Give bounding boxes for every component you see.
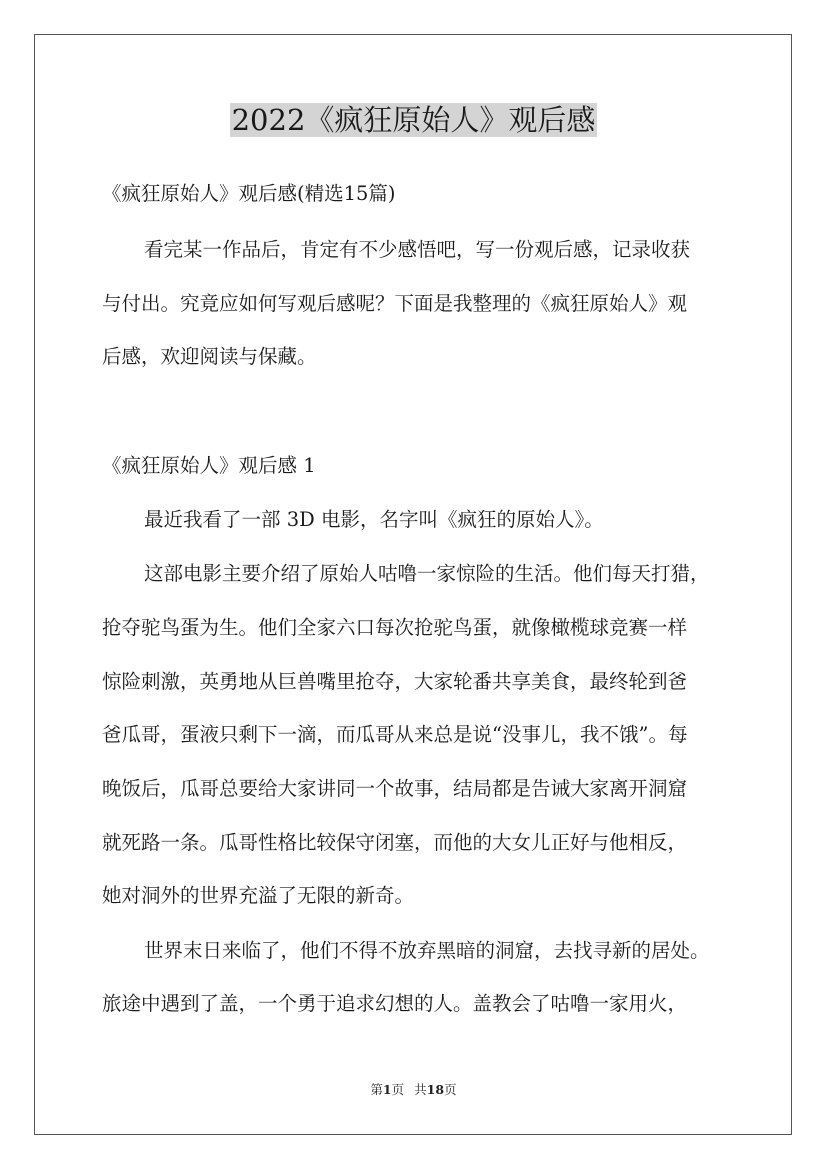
intro-line-3: 后感，欢迎阅读与保藏。	[102, 345, 317, 368]
document-title	[0, 100, 827, 140]
body-line-3: 抢夺驼鸟蛋为生。他们全家六口每次抢驼鸟蛋，就像橄榄球竞赛一样	[102, 616, 688, 639]
body-line-1: 最近我看了一部 3D 电影，名字叫《疯狂的原始人》。	[144, 508, 604, 531]
body-line-4: 惊险刺激，英勇地从巨兽嘴里抢夺，大家轮番共享美食，最终轮到爸	[102, 670, 688, 693]
body-line-9: 世界末日来临了，他们不得不放弃黑暗的洞窟，去找寻新的居处。	[144, 939, 710, 962]
footer-total-suffix: 页	[444, 1082, 457, 1097]
body-line-7: 就死路一条。瓜哥性格比较保守闭塞，而他的大女儿正好与他相反，	[102, 831, 688, 854]
footer-page-number: 1	[382, 1082, 392, 1097]
body-line-10: 旅途中遇到了盖，一个勇于追求幻想的人。盖教会了咕噜一家用火，	[102, 992, 688, 1015]
page-footer	[0, 1082, 827, 1098]
footer-page-suffix: 页	[391, 1082, 405, 1097]
body-line-2: 这部电影主要介绍了原始人咕噜一家惊险的生活。他们每天打猎，	[144, 562, 710, 585]
section-heading: 《疯狂原始人》观后感 1	[102, 454, 316, 477]
document-title-text: 2022《疯狂原始人》观后感	[231, 103, 596, 137]
intro-line-2: 与付出。究竟应如何写观后感呢？下面是我整理的《疯狂原始人》观	[102, 292, 688, 315]
body-line-6: 晚饭后，瓜哥总要给大家讲同一个故事，结局都是告诫大家离开洞窟	[102, 777, 688, 800]
body-line-5: 爸瓜哥，蛋液只剩下一滴，而瓜哥从来总是说“没事儿，我不饿”。每	[102, 723, 688, 746]
body-line-8: 她对洞外的世界充溢了无限的新奇。	[102, 884, 415, 907]
subtitle: 《疯狂原始人》观后感(精选15篇)	[102, 182, 396, 205]
footer-total-pages: 18	[426, 1082, 445, 1097]
footer-page-prefix: 第	[370, 1082, 383, 1097]
footer-total-prefix: 共	[414, 1082, 427, 1097]
intro-line-1: 看完某一作品后，肯定有不少感悟吧，写一份观后感，记录收获	[144, 238, 691, 261]
